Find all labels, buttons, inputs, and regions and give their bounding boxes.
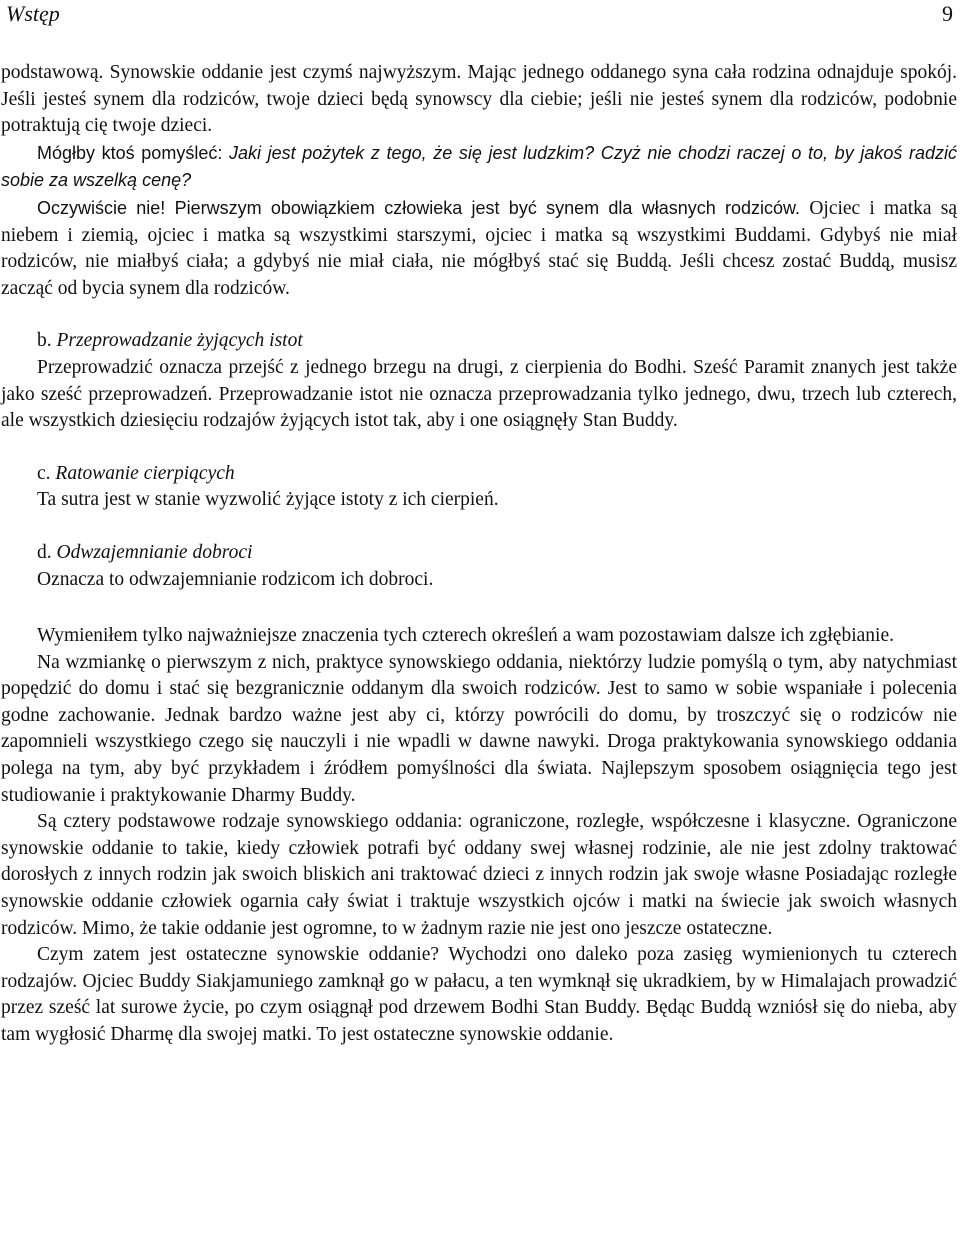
closing-paragraph-2: Na wzmiankę o pierwszym z nich, praktyce synowskiego oddania, niektórzy ludzie pomyślą o tym, aby natychmiast popędzić do domu i stać się bezgranicznie oddanym dla swoich rodziców. Jest to samo w sobie wspaniałe i polecenia godne zachowanie. Jednak bardzo ważne jest aby ci, którzy powrócili do domu, by troszczyć się o rodziców nie zapomnieli wszystkiego czego się nauczyli i nie wpadli w dawne nawyki. Droga praktykowania synowskiego oddania polega na tym, aby być przykładem i źródłem pomyślności dla świata. Najlepszym sposobem osiągnięcia tego jest studiowanie i praktykowanie Dharmy Buddy. [1, 651, 957, 806]
spacer [1, 593, 957, 623]
page-number: 9 [942, 1, 953, 26]
running-header [6, 0, 953, 28]
section-b-title: Przeprowadzanie żyjących istot [56, 330, 303, 352]
spacer [1, 514, 957, 540]
section-c-heading [1, 461, 957, 488]
paragraph-2 [1, 140, 957, 195]
closing-paragraph-3: Są cztery podstawowe rodzaje synowskiego oddania: ograniczone, rozległe, współczesne i klasyczne. Ograniczone synowskie oddanie to takie, kiedy człowiek potrafi być oddany swej własnej rodzinie, ale nie jest zdolny traktować dorosłych z innych rodzin jak swoich bliskich ani traktować dzieci z innych rodzin jak swoje własne Posiadając rozległe synowskie oddanie człowiek ogarnia cały świat i traktuje wszystkich ojców i matki na świecie jak swoich własnych rodziców. Mimo, że takie oddanie jest ogromne, to w żadnym razie nie jest ono jeszcze ostateczne. [1, 811, 957, 939]
section-c-text: Ta sutra jest w stanie wyzwolić żyjące istoty z ich cierpień. [37, 489, 499, 511]
section-c-title: Ratowanie cierpiących [55, 462, 235, 484]
paragraph-2-lead: Mógłby ktoś pomyśleć: [37, 142, 229, 163]
page-body [1, 60, 957, 1049]
chapter-title: Wstęp [6, 1, 60, 26]
section-b-letter: b. [37, 330, 57, 352]
section-d [1, 540, 957, 593]
section-d-heading [1, 540, 957, 567]
section-d-letter: d. [37, 541, 57, 563]
section-c [1, 461, 957, 514]
paragraph-3-rest: Ojciec i matka są niebem i ziemią, ojciec i matka są wszystkimi starszymi, ojciec i matka są wszystkimi Buddami. Gdybyś nie miał rodziców, nie miałbyś ciała; a gdybyś nie miał ciała, nie mógłbyś stać się Buddą. Jeśli chcesz zostać Buddą, musisz zacząć od bycia synem dla rodziców. [1, 197, 957, 299]
section-b [1, 328, 957, 434]
spacer [1, 302, 957, 328]
section-c-letter: c. [37, 462, 56, 484]
paragraph-3 [1, 195, 957, 302]
section-d-text: Oznacza to odwzajemnianie rodzicom ich dobroci. [37, 568, 434, 590]
paragraph-1: podstawową. Synowskie oddanie jest czymś najwyższym. Mając jednego oddanego syna cała rodzina odnajduje spokój. Jeśli jesteś synem dla rodziców, twoje dzieci będą synowscy dla ciebie; jeśli nie jesteś synem dla rodziców, podobnie potraktują cię twoje dzieci. [1, 62, 957, 137]
paragraph-3-lead: Oczywiście nie! Pierwszym obowiązkiem człowieka jest być synem dla własnych rodziców. [37, 197, 810, 218]
section-d-title: Odwzajemnianie dobroci [56, 541, 253, 563]
closing-paragraph-1: Wymieniłem tylko najważniejsze znaczenia tych czterech określeń a wam pozostawiam dalsze ich zgłębianie. [37, 625, 894, 647]
section-b-heading [1, 328, 957, 355]
section-b-text: Przeprowadzić oznacza przejść z jednego brzegu na drugi, z cierpienia do Bodhi. Sześć Paramit znanych jest także jako sześć przeprowadzeń. Przeprowadzanie istot nie oznacza przeprowadzania tylko jednego, dwu, trzech lub czterech, ale wszystkich dziesięciu rodzajów żyjących istot tak, aby i one osiągnęły Stan Buddy. [1, 356, 957, 432]
spacer [1, 435, 957, 461]
closing-paragraph-4: Czym zatem jest ostateczne synowskie oddanie? Wychodzi ono daleko poza zasięg wymienionych tu czterech rodzajów. Ojciec Buddy Siakjamuniego zamknął go w pałacu, a ten wymknął się ukradkiem, by w Himalajach prowadzić przez sześć lat surowe życie, po czym osiągnął pod drzewem Bodhi Stan Buddy. Będąc Buddą wzniósł się do nieba, aby tam wygłosić Dharmę dla swojej matki. To jest ostateczne synowskie oddanie. [1, 944, 957, 1045]
paragraph-2-quote: Jaki jest pożytek z tego, że się jest ludzkim? Czyż nie chodzi raczej o to, by jakoś radzić sobie za wszelką cenę? [1, 142, 957, 191]
